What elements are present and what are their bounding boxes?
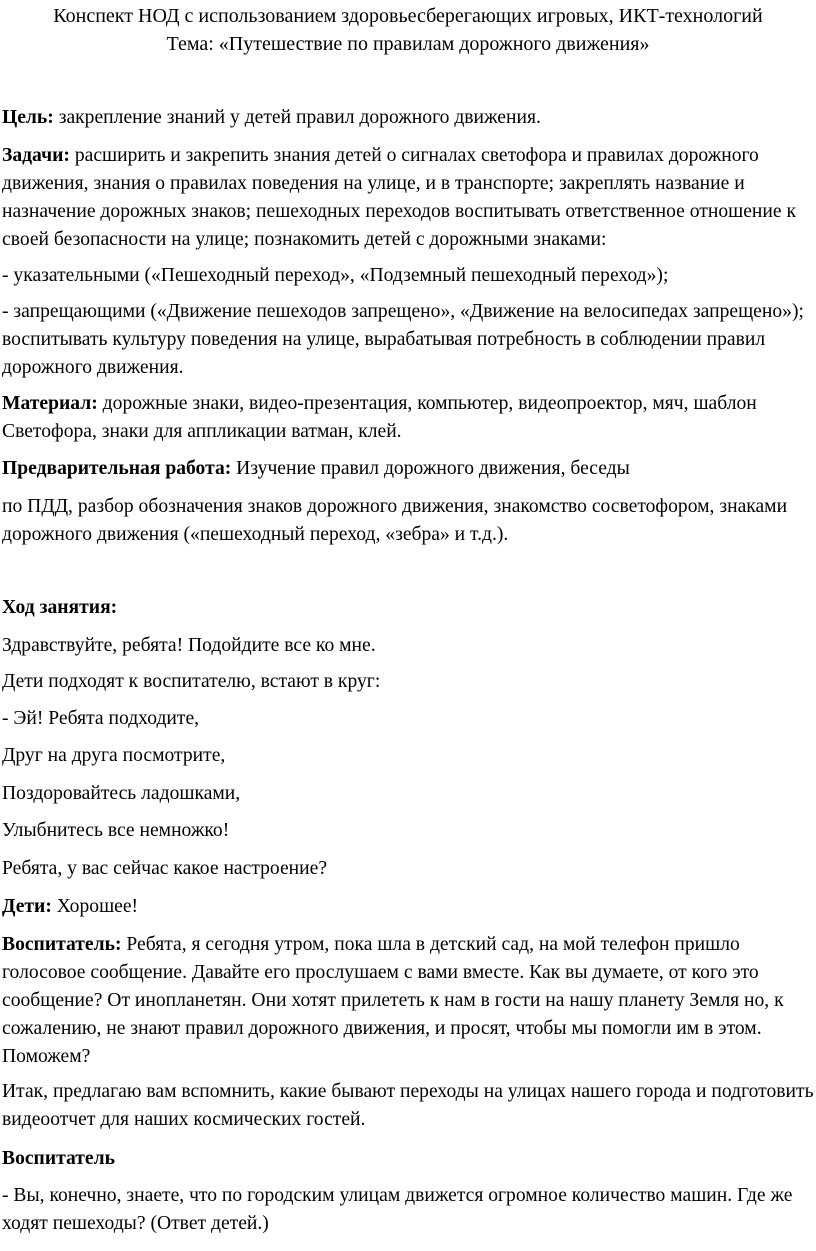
tasks-text: расширить и закрепить знания детей о сигналах светофора и правилах дорожного движения, знания о правилах поведения на улице, и в транспорте; закреплять название и назначение дорожных знаков; пешеходных переходов воспитывать ответственное отношение к своей безопасности на улице; познакомить детей с дорожными знаками: bbox=[2, 145, 797, 250]
course-heading bbox=[2, 594, 814, 622]
teacher-paragraph-2-text: - Вы, конечно, знаете, что по городским улицам движется огромное количество машин. Где же ходят пешеходы? (Ответ детей.) bbox=[2, 1185, 793, 1234]
material-paragraph bbox=[2, 390, 814, 446]
children-answer-text: Хорошее! bbox=[51, 896, 139, 917]
tasks-label: Задачи: bbox=[2, 145, 70, 166]
goal-paragraph bbox=[2, 104, 814, 132]
poem-line-2: Друг на друга посмотрите, bbox=[2, 745, 226, 766]
task-item-1: - указательными («Пешеходный переход», «Подземный пешеходный переход»); bbox=[2, 265, 669, 286]
mood-question-line: Ребята, у вас сейчас какое настроение? bbox=[2, 858, 328, 879]
course-heading-text: Ход занятия: bbox=[2, 597, 118, 618]
material-text: дорожные знаки, видео-презентация, компьютер, видеопроектор, мяч, шаблон Светофора, знаки для аппликации ватман, клей. bbox=[2, 393, 757, 442]
teacher-label-1: Воспитатель: bbox=[2, 934, 122, 955]
teacher-label-2: Воспитатель bbox=[2, 1148, 115, 1169]
prework-continuation: по ПДД, разбор обозначения знаков дорожного движения, знакомство сосветофором, знаками дорожного движения («пешеходный переход, «зебра» и т.д.). bbox=[2, 496, 788, 545]
poem-line-1: - Эй! Ребята подходите, bbox=[2, 708, 200, 729]
prework-text: Изучение правил дорожного движения, беседы bbox=[231, 458, 630, 479]
task-item-2: - запрещающими («Движение пешеходов запрещено», «Движение на велосипедах запрещено»); воспитывать культуру поведения на улице, вырабатывая потребность в соблюдении правил дорожного движения. bbox=[2, 301, 804, 378]
poem-line-3: Поздоровайтесь ладошками, bbox=[2, 783, 241, 804]
goal-text: закрепление знаний у детей правил дорожного движения. bbox=[53, 107, 541, 128]
children-approach-line: Дети подходят к воспитателю, встают в круг: bbox=[2, 671, 381, 692]
teacher-text-1: Ребята, я сегодня утром, пока шла в детский сад, на мой телефон пришло голосовое сообщение. Давайте его прослушаем с вами вместе. Как вы думаете, от кого это сообщение? От инопланетян. Они хотят прилететь к нам в гости на нашу планету Земля но, к сожалению, не знают правил дорожного движения, и просят, чтобы мы помогли им в этом. Поможем? bbox=[2, 934, 784, 1067]
prework-label: Предварительная работа: bbox=[2, 458, 232, 479]
tasks-paragraph bbox=[2, 142, 814, 254]
teacher-paragraph-1 bbox=[2, 931, 814, 1071]
teacher-paragraph-2-label bbox=[2, 1145, 814, 1173]
material-label: Материал: bbox=[2, 393, 98, 414]
title-line-1: Конспект НОД с использованием здоровьесберегающих игровых, ИКТ-технологий bbox=[53, 5, 763, 27]
greeting-line: Здравствуйте, ребята! Подойдите все ко мне. bbox=[2, 635, 376, 656]
title-line-2: Тема: «Путешествие по правилам дорожного движения» bbox=[166, 33, 650, 55]
children-answer-paragraph bbox=[2, 893, 814, 921]
suggest-paragraph: Итак, предлагаю вам вспомнить, какие бывают переходы на улицах нашего города и подготовить видеоотчет для наших космических гостей. bbox=[2, 1081, 814, 1130]
goal-label: Цель: bbox=[2, 107, 54, 128]
children-answer-label: Дети: bbox=[2, 896, 52, 917]
prework-paragraph bbox=[2, 455, 814, 483]
poem-line-4: Улыбнитесь все немножко! bbox=[2, 820, 230, 841]
